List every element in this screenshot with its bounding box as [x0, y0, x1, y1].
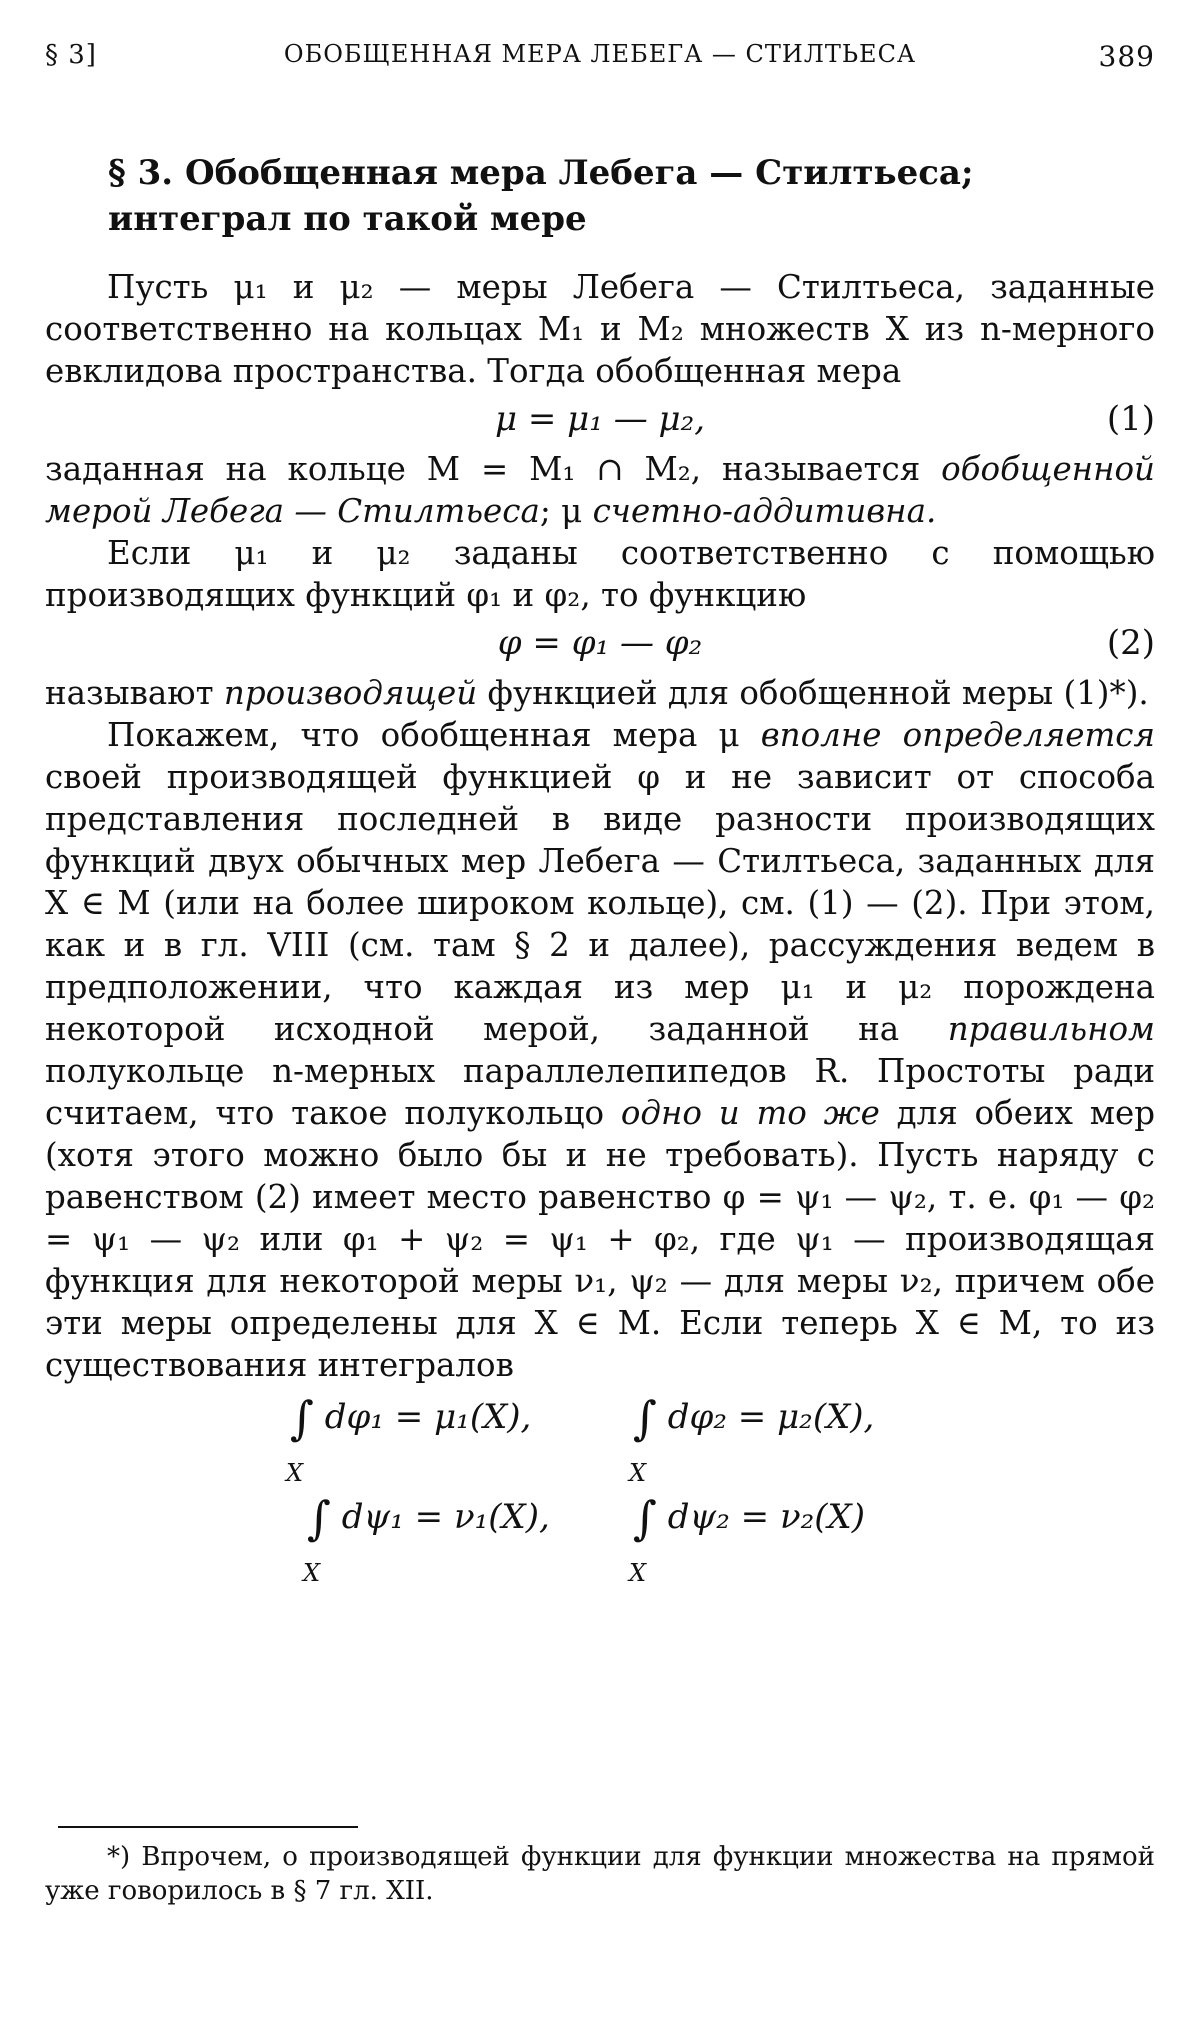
term-countably-additive: счетно-аддитивна. — [592, 492, 937, 530]
equation-2-formula: φ = φ₁ — φ₂ — [497, 623, 703, 663]
term-same: одно и то же — [620, 1094, 880, 1132]
integral-1 — [286, 1391, 532, 1487]
equation-2-number: (2) — [1106, 623, 1155, 663]
paragraph-3: Если μ₁ и μ₂ заданы соответственно с помощью производящих функций φ₁ и φ₂, то функцию — [45, 534, 1155, 614]
main-text — [45, 266, 1155, 1596]
paragraph-4: называют производящей функцией для обобщенной меры (1)*). — [45, 674, 1149, 712]
integral-2-text: dφ₂ = μ₂(X), — [667, 1397, 875, 1437]
running-title: ОБОБЩЕННАЯ МЕРА ЛЕБЕГА — СТИЛТЬЕСА — [283, 40, 917, 68]
integral-3-text: dψ₁ = ν₁(X), — [341, 1497, 550, 1537]
footnote-rule — [58, 1826, 358, 1828]
integral-domain: X — [629, 1459, 647, 1487]
term-generalized-measure: обобщенной мерой Лебега — Стилтьеса — [45, 450, 1155, 530]
equation-1-number: (1) — [1106, 399, 1155, 439]
integrals-display — [45, 1386, 1155, 1596]
section-title-line2: интеграл по такой мере — [108, 199, 587, 239]
integral-domain: X — [629, 1559, 647, 1587]
integral-domain: X — [286, 1459, 304, 1487]
term-generating: производящей — [223, 674, 478, 712]
section-reference: § 3] — [45, 40, 97, 70]
paragraph-1: Пусть μ₁ и μ₂ — меры Лебега — Стилтьеса, заданные соответственно на кольцах M₁ и M₂ множеств X из n-мерного евклидова пространства. Тогда обобщенная мера — [45, 268, 1155, 390]
page-number: 389 — [1098, 40, 1155, 73]
integral-2 — [629, 1391, 875, 1487]
equation-1-formula: μ = μ₁ — μ₂, — [494, 399, 706, 439]
integral-sign: ∫ — [290, 1391, 314, 1445]
integral-domain: X — [303, 1559, 321, 1587]
footnote-text: *) Впрочем, о производящей функции для функции множества на прямой уже говорилось в § 7 гл. XII. — [45, 1842, 1155, 1906]
equation-1 — [45, 392, 1155, 448]
integral-sign: ∫ — [307, 1491, 331, 1545]
integral-4-text: dψ₂ = ν₂(X) — [667, 1497, 865, 1537]
integral-sign: ∫ — [633, 1391, 657, 1445]
integral-3 — [303, 1491, 550, 1587]
equation-2 — [45, 616, 1155, 672]
footnote — [45, 1840, 1155, 1908]
term-regular: правильном — [947, 1010, 1155, 1048]
term-fully-determined: вполне определяется — [760, 716, 1155, 754]
integral-sign: ∫ — [633, 1491, 657, 1545]
integral-4 — [629, 1491, 865, 1587]
paragraph-5: Покажем, что обобщенная мера μ вполне определяется своей производящей функцией φ и не зависит от способа представления последней в виде разности производящих функций двух обычных мер Лебега — Стилтьеса, заданных для X ∈ M (или на более широком кольце), см. (1) — (2). При этом, как и в гл. VIII (см. там § 2 и далее), рассуждения ведем в предположении, что каждая из мер μ₁ и μ₂ порождена некоторой исходной мерой, заданной на правильном полукольце n-мерных параллелепипедов R. Простоты ради считаем, что такое полукольцо одно и то же для обеих мер (хотя этого можно было бы и не требовать). Пусть наряду с равенством (2) имеет место равенство φ = ψ₁ — ψ₂, т. е. φ₁ — φ₂ = ψ₁ — ψ₂ или φ₁ + ψ₂ = ψ₁ + φ₂, где ψ₁ — производящая функция для некоторой меры ν₁, ψ₂ — для меры ν₂, причем обе эти меры определены для X ∈ M. Если теперь X ∈ M, то из существования интегралов — [45, 716, 1156, 1384]
paragraph-2: заданная на кольце M = M₁ ∩ M₂, называется обобщенной мерой Лебега — Стилтьеса; μ счетно-аддитивна. — [45, 450, 1155, 530]
running-head — [45, 40, 1155, 80]
integral-1-text: dφ₁ = μ₁(X), — [324, 1397, 532, 1437]
section-title — [108, 150, 1148, 242]
section-title-line1: § 3. Обобщенная мера Лебега — Стилтьеса; — [108, 153, 974, 193]
